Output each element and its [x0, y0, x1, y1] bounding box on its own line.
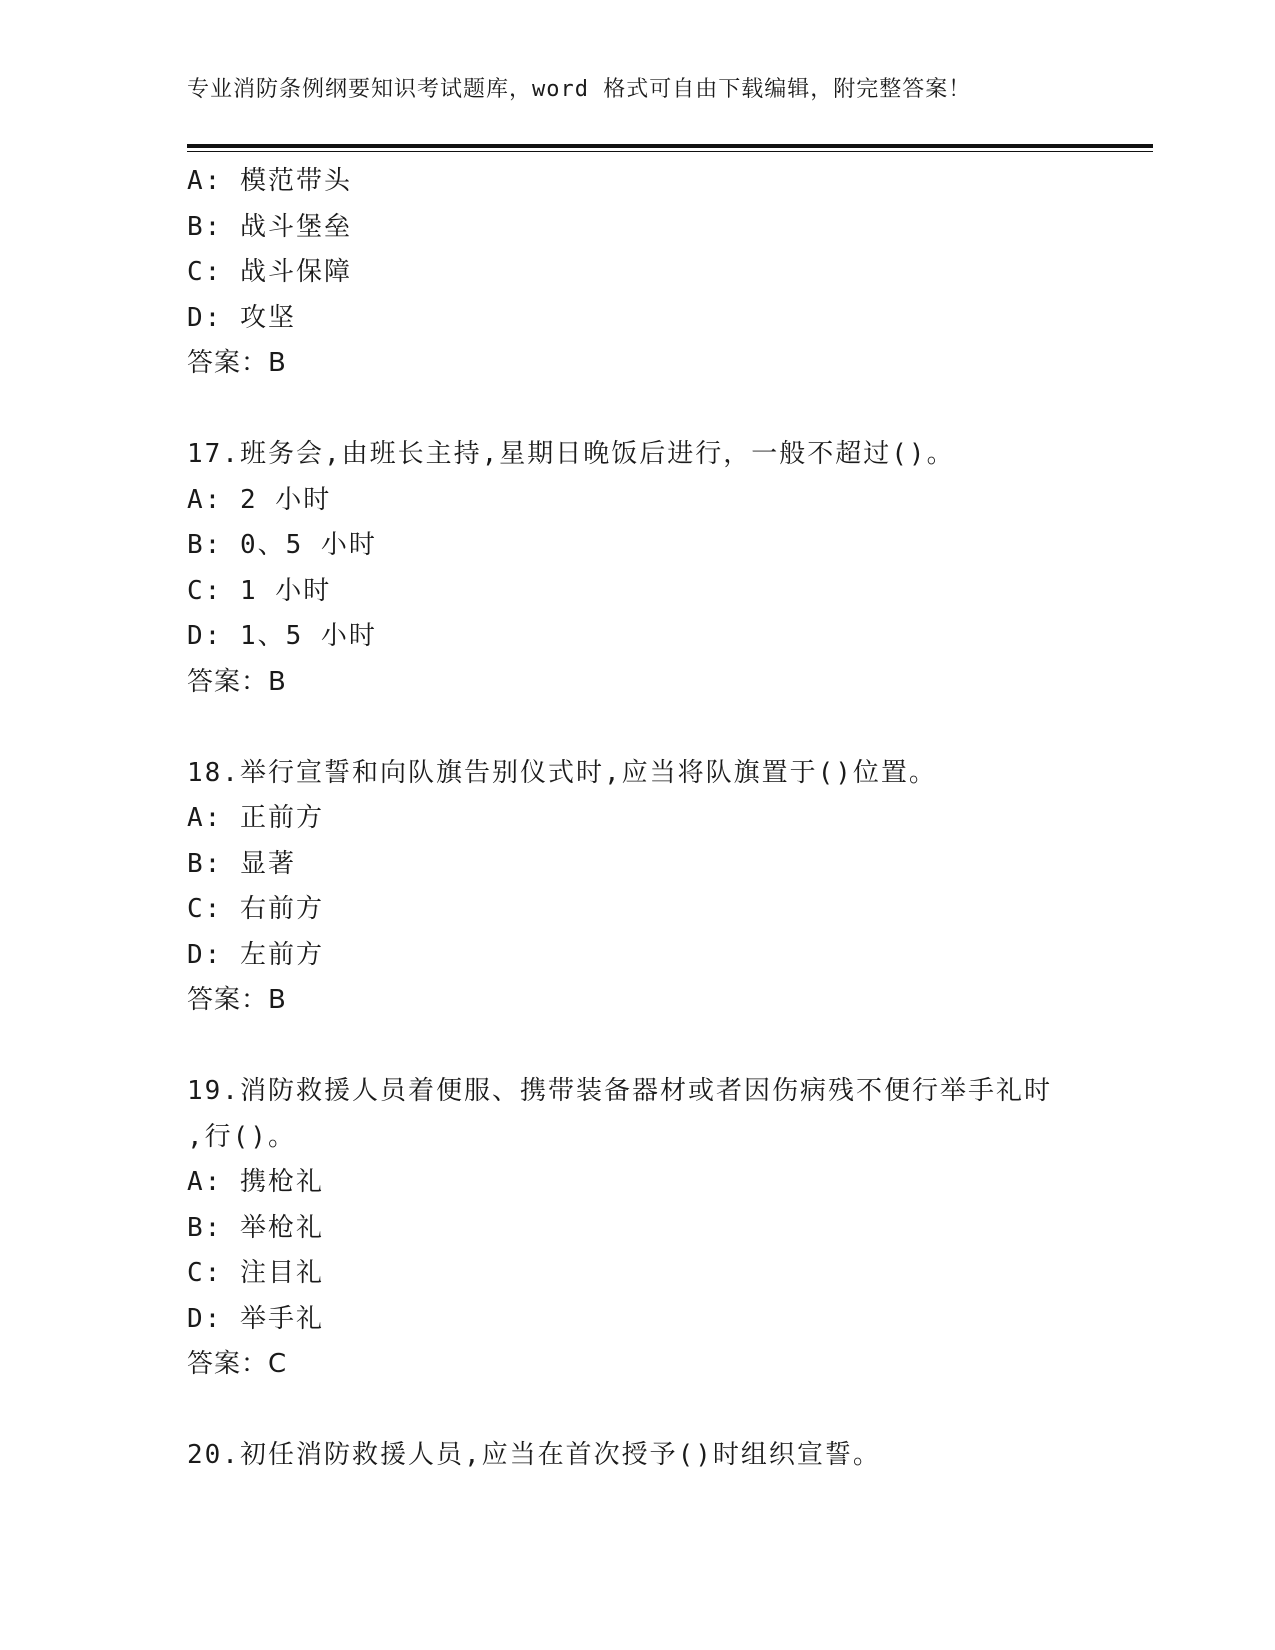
- question-stem-line-1: 19.消防救援人员着便服、携带装备器材或者因伤病残不便行举手礼时: [187, 1076, 1052, 1106]
- spacer: [187, 387, 1087, 433]
- option-d: D: 左前方: [187, 939, 324, 970]
- option-a: A: 正前方: [187, 803, 324, 833]
- header-rule-thin: [187, 151, 1153, 152]
- question-20-block: [187, 1433, 1087, 1479]
- spacer: [187, 1024, 1087, 1070]
- question-stem: 17.班务会,由班长主持,星期日晚饭后进行，一般不超过()。: [187, 439, 955, 469]
- question-stem: 18.举行宣誓和向队旗告别仪式时,应当将队旗置于()位置。: [187, 757, 937, 788]
- option-d: D: 攻坚: [187, 302, 296, 333]
- spacer: [187, 1388, 1087, 1434]
- option-b: B: 显著: [187, 848, 296, 879]
- option-a: A: 携枪礼: [187, 1167, 324, 1197]
- option-a: A: 模范带头: [187, 166, 352, 196]
- option-c: C: 战斗保障: [187, 257, 352, 287]
- option-b: B: 举枪礼: [187, 1212, 324, 1243]
- question-stem: 20.初任消防救援人员,应当在首次授予()时组织宣誓。: [187, 1440, 881, 1470]
- question-18-block: [187, 751, 1087, 1024]
- question-19-block: [187, 1069, 1087, 1388]
- question-16-block: [187, 159, 1087, 387]
- page-header: 专业消防条例纲要知识考试题库，word 格式可自由下载编辑，附完整答案！: [187, 77, 972, 102]
- answer-label: 答案：B: [187, 348, 287, 378]
- option-d: D: 1、5 小时: [187, 621, 377, 651]
- answer-label: 答案：B: [187, 666, 287, 697]
- question-17-block: [187, 432, 1087, 705]
- answer-label: 答案：B: [187, 985, 287, 1015]
- question-list: [187, 159, 1087, 1479]
- option-d: D: 举手礼: [187, 1303, 324, 1334]
- option-c: C: 1 小时: [187, 575, 332, 606]
- question-stem-line-2: ,行()。: [187, 1121, 296, 1152]
- option-c: C: 注目礼: [187, 1258, 324, 1288]
- answer-label: 答案：C: [187, 1349, 288, 1379]
- option-b: B: 0、5 小时: [187, 530, 377, 560]
- header-rule-thick: [187, 144, 1153, 148]
- option-c: C: 右前方: [187, 894, 324, 924]
- option-a: A: 2 小时: [187, 484, 332, 515]
- spacer: [187, 705, 1087, 751]
- option-b: B: 战斗堡垒: [187, 211, 352, 242]
